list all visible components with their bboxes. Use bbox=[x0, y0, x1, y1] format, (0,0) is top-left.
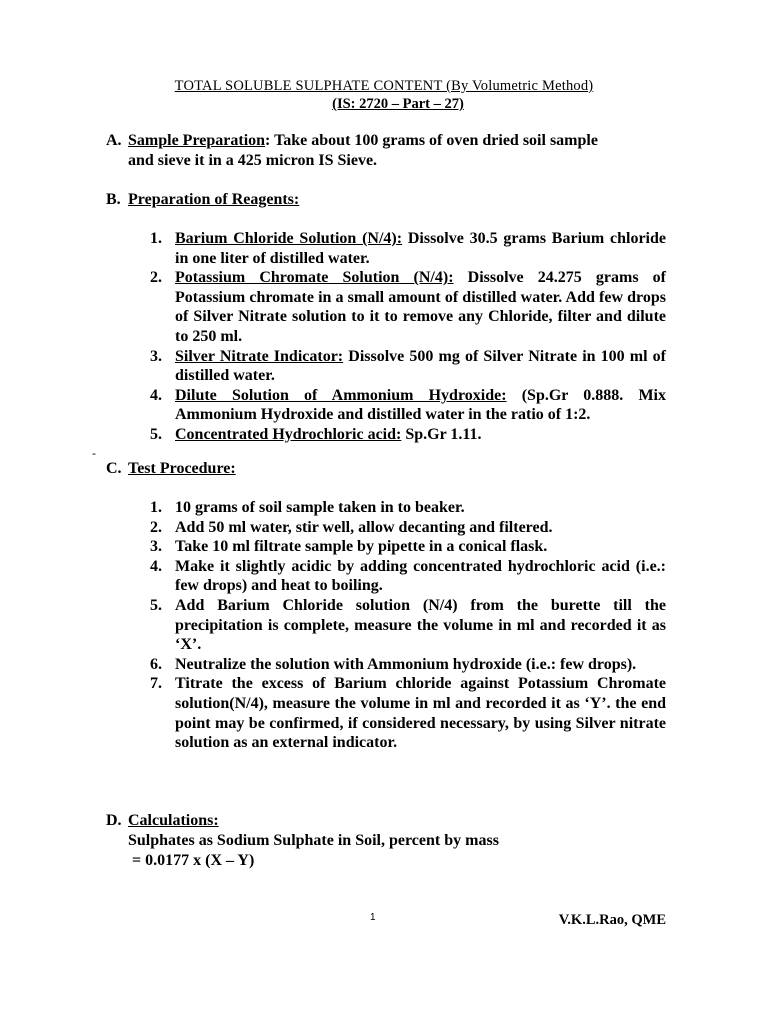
section-a-heading: Sample Preparation bbox=[128, 132, 266, 149]
reagent-text: Dissolve 30.5 grams Barium chloride in one liter of distilled water. bbox=[175, 230, 667, 267]
procedure-text: Titrate the excess of Barium chloride against Potassium Chromate solution(N/4), measure the volume in ml and recorded it as ‘Y’. the end point may be confirmed, if considered necessary, by using Silver nitrate solution as an external indicator. bbox=[175, 675, 666, 752]
reagent-text: (Sp.Gr 0.888. Mix Ammonium Hydroxide and distilled water in the ratio of 1:2. bbox=[175, 386, 666, 424]
procedure-text: Add 50 ml water, stir well, allow decanting and filtered. bbox=[175, 518, 553, 536]
reagents-list bbox=[150, 229, 666, 445]
section-a-text-line1: : Take about 100 grams of oven dried soil sample bbox=[265, 132, 598, 149]
section-d-letter: D. bbox=[106, 812, 122, 829]
section-d-heading: Calculations: bbox=[128, 812, 219, 829]
procedure-text: Add Barium Chloride solution (N/4) from the burette till the precipitation is complete, measure the volume in ml and recorded it as ‘X’. bbox=[175, 596, 666, 654]
list-item bbox=[150, 498, 666, 518]
document-subtitle: (IS: 2720 – Part – 27) bbox=[332, 96, 464, 112]
section-c bbox=[106, 459, 666, 479]
list-item bbox=[150, 425, 666, 445]
section-b bbox=[106, 190, 666, 210]
section-b-letter: B. bbox=[106, 191, 121, 208]
reagent-text: Dissolve 500 mg of Silver Nitrate in 100 ml of distilled water. bbox=[175, 347, 667, 385]
calculation-formula: = 0.0177 x (X – Y) bbox=[132, 852, 255, 869]
section-a bbox=[106, 131, 666, 151]
procedure-text: Neutralize the solution with Ammonium hydroxide (i.e.: few drops). bbox=[175, 655, 637, 673]
procedure-text: 10 grams of soil sample taken in to beaker. bbox=[175, 499, 465, 516]
procedure-text: Take 10 ml filtrate sample by pipette in a conical flask. bbox=[175, 538, 548, 556]
list-item bbox=[150, 229, 666, 268]
procedure-text: Make it slightly acidic by adding concentrated hydrochloric acid (i.e.: few drops) and heat to boiling. bbox=[175, 557, 666, 595]
reagent-text: Dissolve 24.275 grams of Potassium chromate in a small amount of distilled water. Add few drops of Silver Nitrate solution to it to remove any Chloride, filter and dilute to 250 ml. bbox=[175, 269, 667, 345]
page-number: 1 bbox=[370, 912, 376, 923]
reagent-title: Barium Chloride Solution (N/4): bbox=[175, 230, 403, 247]
list-item bbox=[150, 386, 666, 425]
list-item-number: 5. bbox=[150, 425, 162, 443]
section-a-letter: A. bbox=[106, 132, 122, 149]
section-c-letter: C. bbox=[106, 460, 122, 477]
list-item-number: 5. bbox=[150, 596, 162, 614]
reagent-text: Sp.Gr 1.11. bbox=[401, 425, 482, 443]
list-item bbox=[150, 596, 666, 655]
reagent-title: Silver Nitrate Indicator: bbox=[175, 347, 344, 365]
section-c-heading: Test Procedure: bbox=[128, 460, 236, 477]
reagent-title: Concentrated Hydrochloric acid: bbox=[175, 425, 402, 443]
list-item bbox=[150, 347, 666, 386]
list-item-number: 7. bbox=[150, 675, 162, 693]
document-title: TOTAL SOLUBLE SULPHATE CONTENT (By Volumetric Method) bbox=[174, 78, 594, 94]
list-item-number: 6. bbox=[150, 655, 162, 673]
list-item-number: 3. bbox=[150, 347, 162, 365]
list-item-number: 1. bbox=[150, 499, 162, 516]
list-item-number: 2. bbox=[150, 518, 162, 536]
reagent-title: Potassium Chromate Solution (N/4): bbox=[175, 269, 454, 287]
margin-mark: - bbox=[92, 446, 96, 460]
author-credit: V.K.L.Rao, QME bbox=[558, 912, 666, 928]
list-item-number: 2. bbox=[150, 269, 162, 287]
list-item-number: 3. bbox=[150, 538, 162, 556]
section-d bbox=[106, 811, 666, 831]
reagent-title: Dilute Solution of Ammonium Hydroxide: bbox=[175, 386, 507, 404]
list-item bbox=[150, 268, 666, 346]
section-b-heading: Preparation of Reagents: bbox=[128, 191, 300, 208]
calculation-description: Sulphates as Sodium Sulphate in Soil, percent by mass bbox=[128, 832, 499, 849]
procedure-list bbox=[150, 498, 666, 753]
list-item bbox=[150, 537, 666, 557]
list-item bbox=[150, 655, 666, 675]
list-item-number: 4. bbox=[150, 386, 162, 404]
list-item-number: 4. bbox=[150, 557, 162, 575]
list-item bbox=[150, 674, 666, 752]
section-a-text-line2: and sieve it in a 425 micron IS Sieve. bbox=[128, 152, 378, 169]
list-item bbox=[150, 557, 666, 596]
list-item-number: 1. bbox=[150, 230, 162, 247]
list-item bbox=[150, 518, 666, 538]
